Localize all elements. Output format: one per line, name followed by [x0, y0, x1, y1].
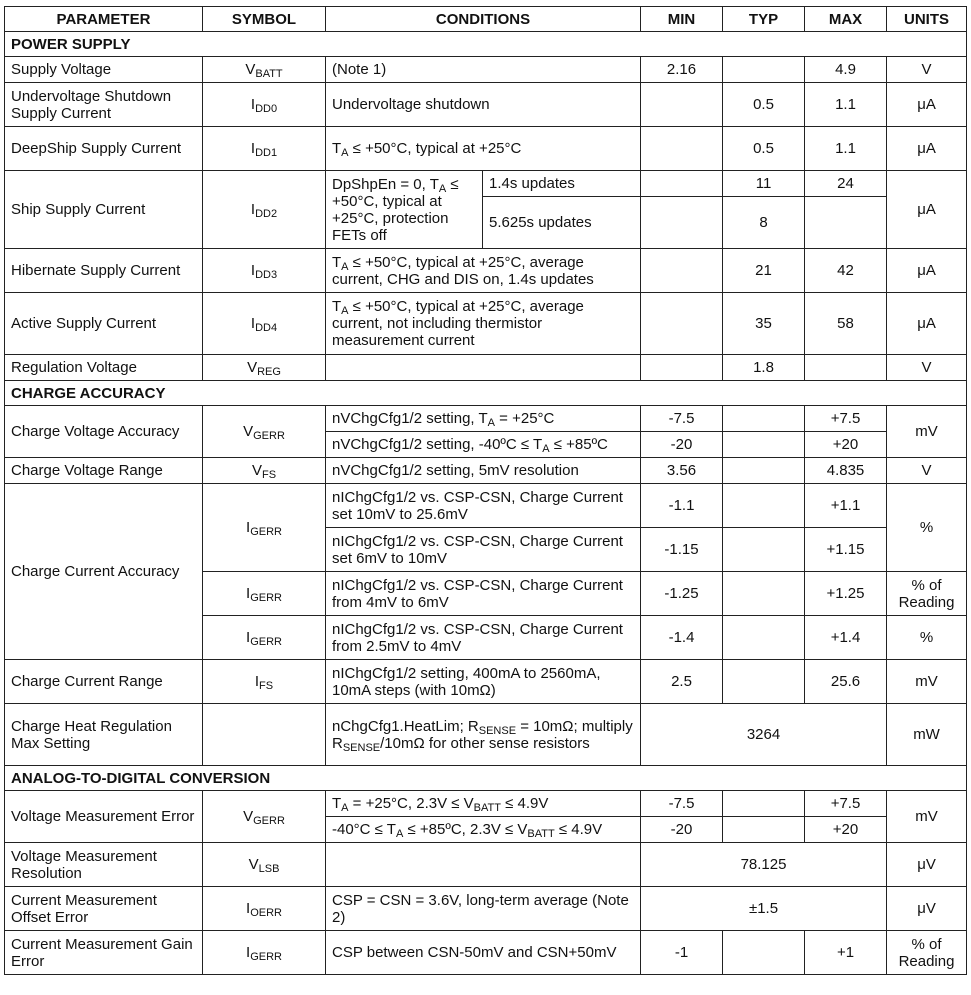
param-cell: Charge Current Range — [5, 660, 203, 704]
table-row — [5, 127, 967, 171]
header-max: MAX — [805, 7, 887, 32]
param-cell: DeepShip Supply Current — [5, 127, 203, 171]
table-row — [5, 887, 967, 931]
typ-cell — [723, 458, 805, 484]
param-cell: Charge Voltage Accuracy — [5, 406, 203, 458]
min-cell: -7.5 — [641, 406, 723, 432]
symbol-cell: $I_{DD1}$ — [203, 127, 326, 171]
typ-cell — [723, 572, 805, 616]
symbol-cell: $I_{DD0}$ — [203, 83, 326, 127]
min-cell: -1 — [641, 931, 723, 975]
max-cell: +1 — [805, 931, 887, 975]
units-cell: % of Reading — [887, 572, 967, 616]
param-cell: Supply Voltage — [5, 57, 203, 83]
table-row — [5, 293, 967, 355]
max-cell: 58 — [805, 293, 887, 355]
symbol-cell: $V_{BATT}$ — [203, 57, 326, 83]
header-min: MIN — [641, 7, 723, 32]
units-cell: % — [887, 484, 967, 572]
conditions-cell: nChgCfg1.HeatLim; $R_{SENSE} = 10m\Omega$; multiply $R_{SENSE}/10m\Omega$ for other sense resistors — [326, 704, 641, 766]
section-adc: ANALOG-TO-DIGITAL CONVERSION — [5, 766, 967, 791]
symbol-cell: $I_{FS}$ — [203, 660, 326, 704]
symbol-cell: $V_{GERR}$ — [203, 406, 326, 458]
conditions-cell: $T_A \le +50^\circ C$, typical at +25°C, average current, CHG and DIS on, 1.4s updates — [326, 249, 641, 293]
conditions-cell: nVChgCfg1/2 setting, -40ºC ≤ $T_A$ ≤ +85ºC — [326, 432, 641, 458]
units-cell: μA — [887, 83, 967, 127]
param-cell: Undervoltage Shutdown Supply Current — [5, 83, 203, 127]
max-cell: +1.25 — [805, 572, 887, 616]
min-cell: -7.5 — [641, 791, 723, 817]
typ-cell — [723, 57, 805, 83]
typ-cell: 0.5 — [723, 83, 805, 127]
max-cell: 1.1 — [805, 83, 887, 127]
units-cell: μV — [887, 887, 967, 931]
electrical-characteristics-table — [4, 6, 967, 975]
max-cell: 4.835 — [805, 458, 887, 484]
conditions-cell — [326, 843, 641, 887]
header-conditions: CONDITIONS — [326, 7, 641, 32]
conditions-cell: CSP = CSN = 3.6V, long-term average (Note 2) — [326, 887, 641, 931]
max-cell: +20 — [805, 432, 887, 458]
typ-cell: 21 — [723, 249, 805, 293]
min-cell: -20 — [641, 432, 723, 458]
min-cell: -1.25 — [641, 572, 723, 616]
sub-condition-cell: 5.625s updates — [483, 197, 641, 249]
symbol-cell: $I_{OERR}$ — [203, 887, 326, 931]
table-row — [5, 704, 967, 766]
typ-cell: 35 — [723, 293, 805, 355]
max-cell: +7.5 — [805, 406, 887, 432]
symbol-cell: $I_{GERR}$ — [203, 616, 326, 660]
min-cell: 2.16 — [641, 57, 723, 83]
min-cell — [641, 249, 723, 293]
conditions-cell: $T_A \le +50^\circ C$, typical at +25°C, average current, not including thermistor measurement current — [326, 293, 641, 355]
max-cell: +1.4 — [805, 616, 887, 660]
param-cell: Active Supply Current — [5, 293, 203, 355]
typ-cell: 78.125 — [641, 843, 887, 887]
min-cell: 2.5 — [641, 660, 723, 704]
table-row — [5, 458, 967, 484]
section-row — [5, 381, 967, 406]
section-row — [5, 766, 967, 791]
conditions-cell — [326, 355, 641, 381]
units-cell: μA — [887, 293, 967, 355]
symbol-cell — [203, 704, 326, 766]
table-row — [5, 83, 967, 127]
min-cell — [641, 127, 723, 171]
symbol-cell: $I_{DD3}$ — [203, 249, 326, 293]
symbol-cell: $I_{GERR}$ — [203, 572, 326, 616]
param-cell: Charge Voltage Range — [5, 458, 203, 484]
typ-cell — [723, 817, 805, 843]
max-cell — [805, 355, 887, 381]
table-row — [5, 171, 967, 197]
min-cell — [641, 171, 723, 197]
table-row — [5, 249, 967, 293]
symbol-cell: $V_{REG}$ — [203, 355, 326, 381]
typ-cell — [723, 616, 805, 660]
param-cell: Voltage Measurement Resolution — [5, 843, 203, 887]
header-units: UNITS — [887, 7, 967, 32]
table-row — [5, 660, 967, 704]
max-cell: +7.5 — [805, 791, 887, 817]
conditions-cell: (Note 1) — [326, 57, 641, 83]
typ-cell — [723, 484, 805, 528]
max-cell: 1.1 — [805, 127, 887, 171]
units-cell: μA — [887, 249, 967, 293]
units-cell: V — [887, 355, 967, 381]
min-cell: -1.4 — [641, 616, 723, 660]
symbol-cell: $I_{DD4}$ — [203, 293, 326, 355]
symbol-cell: $I_{GERR}$ — [203, 484, 326, 572]
header-typ: TYP — [723, 7, 805, 32]
max-cell: 24 — [805, 171, 887, 197]
conditions-cell: Undervoltage shutdown — [326, 83, 641, 127]
param-cell: Charge Current Accuracy — [5, 484, 203, 660]
param-cell: Regulation Voltage — [5, 355, 203, 381]
typ-cell — [723, 660, 805, 704]
min-cell — [641, 83, 723, 127]
table-row — [5, 931, 967, 975]
units-cell: V — [887, 57, 967, 83]
max-cell: 42 — [805, 249, 887, 293]
param-cell: Hibernate Supply Current — [5, 249, 203, 293]
param-cell: Voltage Measurement Error — [5, 791, 203, 843]
units-cell: μA — [887, 171, 967, 249]
typ-cell — [723, 791, 805, 817]
units-cell: μV — [887, 843, 967, 887]
sub-condition-cell: 1.4s updates — [483, 171, 641, 197]
section-row — [5, 32, 967, 57]
conditions-cell: CSP between CSN-50mV and CSN+50mV — [326, 931, 641, 975]
symbol-cell: $V_{GERR}$ — [203, 791, 326, 843]
min-cell: 3.56 — [641, 458, 723, 484]
conditions-cell: nIChgCfg1/2 vs. CSP-CSN, Charge Current set 10mV to 25.6mV — [326, 484, 641, 528]
min-cell — [641, 355, 723, 381]
min-cell — [641, 197, 723, 249]
table-row — [5, 57, 967, 83]
conditions-cell: DpShpEn = 0, $T_A \le +50^\circ C$, typical at +25°C, protection FETs off — [326, 171, 483, 249]
conditions-cell: $T_A = +25^\circ C$, $2.3V \le V_{BATT} \le 4.9V$ — [326, 791, 641, 817]
typ-cell — [723, 406, 805, 432]
max-cell — [805, 197, 887, 249]
header-symbol: SYMBOL — [203, 7, 326, 32]
table-row — [5, 484, 967, 528]
typ-cell — [723, 528, 805, 572]
min-cell: -1.15 — [641, 528, 723, 572]
min-cell — [641, 293, 723, 355]
typ-cell: 8 — [723, 197, 805, 249]
conditions-cell: nIChgCfg1/2 vs. CSP-CSN, Charge Current from 4mV to 6mV — [326, 572, 641, 616]
conditions-cell: nIChgCfg1/2 vs. CSP-CSN, Charge Current set 6mV to 10mV — [326, 528, 641, 572]
units-cell: μA — [887, 127, 967, 171]
min-cell: -1.1 — [641, 484, 723, 528]
units-cell: % — [887, 616, 967, 660]
param-cell: Current Measurement Gain Error — [5, 931, 203, 975]
conditions-cell: nVChgCfg1/2 setting, $T_A = +25^\circ C$ — [326, 406, 641, 432]
max-cell: 4.9 — [805, 57, 887, 83]
typ-cell — [723, 432, 805, 458]
units-cell: mV — [887, 660, 967, 704]
param-cell: Charge Heat Regulation Max Setting — [5, 704, 203, 766]
symbol-cell: $V_{FS}$ — [203, 458, 326, 484]
max-cell: +20 — [805, 817, 887, 843]
typ-cell: 11 — [723, 171, 805, 197]
conditions-cell: nIChgCfg1/2 setting, 400mA to 2560mA, 10mA steps (with 10mΩ) — [326, 660, 641, 704]
table-row — [5, 791, 967, 817]
header-parameter: PARAMETER — [5, 7, 203, 32]
conditions-cell: nVChgCfg1/2 setting, 5mV resolution — [326, 458, 641, 484]
conditions-cell: $-40^\circ C \le T_A$ ≤ +85ºC, $2.3V \le V_{BATT} \le 4.9V$ — [326, 817, 641, 843]
symbol-cell: $V_{LSB}$ — [203, 843, 326, 887]
header-row — [5, 7, 967, 32]
units-cell: mV — [887, 791, 967, 843]
symbol-cell: $I_{DD2}$ — [203, 171, 326, 249]
symbol-cell: $I_{GERR}$ — [203, 931, 326, 975]
section-charge-accuracy: CHARGE ACCURACY — [5, 381, 967, 406]
max-cell: +1.1 — [805, 484, 887, 528]
section-power-supply: POWER SUPPLY — [5, 32, 967, 57]
table-row — [5, 843, 967, 887]
units-cell: % of Reading — [887, 931, 967, 975]
min-cell: -20 — [641, 817, 723, 843]
conditions-cell: nIChgCfg1/2 vs. CSP-CSN, Charge Current from 2.5mV to 4mV — [326, 616, 641, 660]
typ-cell: 0.5 — [723, 127, 805, 171]
units-cell: mV — [887, 406, 967, 458]
table-row — [5, 355, 967, 381]
units-cell: V — [887, 458, 967, 484]
param-cell: Current Measurement Offset Error — [5, 887, 203, 931]
units-cell: mW — [887, 704, 967, 766]
max-cell: +1.15 — [805, 528, 887, 572]
typ-cell — [723, 931, 805, 975]
max-cell: 25.6 — [805, 660, 887, 704]
table-row — [5, 406, 967, 432]
typ-cell: 3264 — [641, 704, 887, 766]
typ-cell: ±1.5 — [641, 887, 887, 931]
conditions-cell: $T_A \le +50^\circ C$, typical at +25°C — [326, 127, 641, 171]
typ-cell: 1.8 — [723, 355, 805, 381]
param-cell: Ship Supply Current — [5, 171, 203, 249]
